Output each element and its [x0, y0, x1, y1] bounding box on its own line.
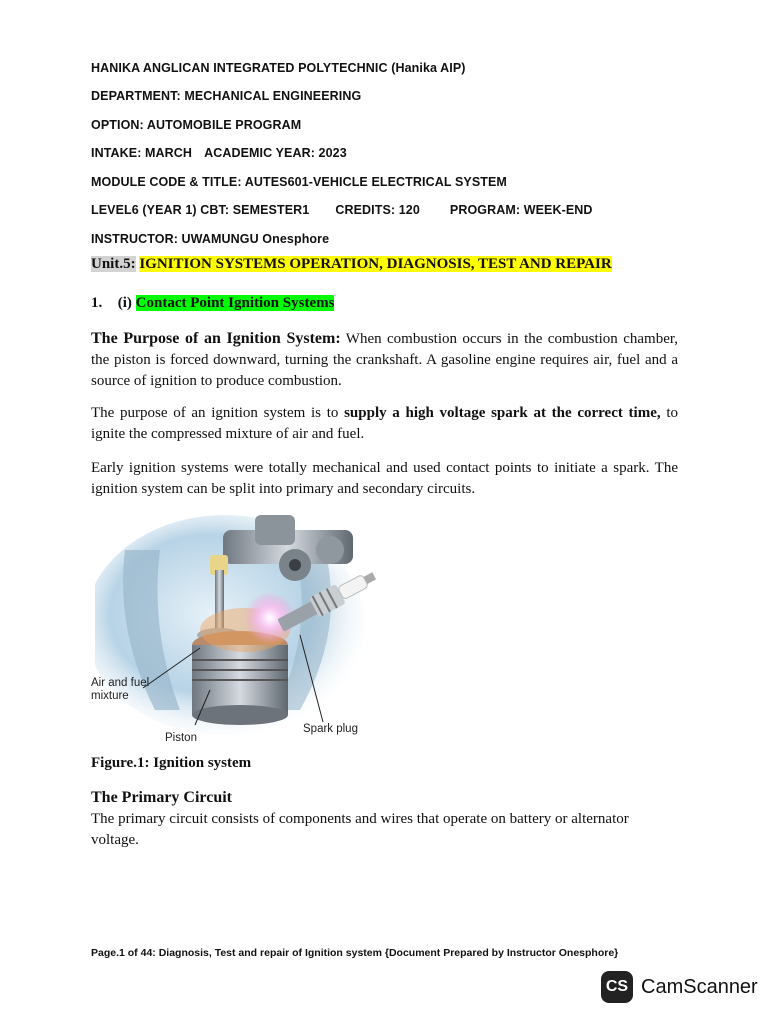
purpose-lead: The Purpose of an Ignition System: [91, 330, 341, 347]
spark-plug-label: Spark plug [303, 723, 358, 735]
intake-line [91, 146, 347, 160]
unit-heading [91, 256, 612, 273]
section-sub: (i) [117, 295, 132, 311]
ignition-system-figure [91, 510, 385, 750]
primary-circuit-paragraph: The primary circuit consists of components and wires that operate on battery or alternator voltage. [91, 811, 629, 848]
level-line [91, 203, 593, 217]
unit-label: Unit.5: [91, 256, 136, 272]
department-line: DEPARTMENT: MECHANICAL ENGINEERING [91, 89, 362, 103]
purpose-text: When combustion occurs in the combustion chamber, the piston is forced downward, turning the crankshaft. A gasoline engine requires air, fuel and a source of ignition to produce combustion. [91, 331, 678, 389]
early-systems-paragraph: Early ignition systems were totally mechanical and used contact points to initiate a spark. The ignition system can be split into primary and secondary circuits. [91, 460, 678, 497]
spark-bold: supply a high voltage spark at the correct time, [344, 405, 661, 421]
figure-caption: Figure.1: Ignition system [91, 755, 252, 771]
institution-name: HANIKA ANGLICAN INTEGRATED POLYTECHNIC (Hanika AIP) [91, 61, 466, 75]
camscanner-watermark [601, 970, 758, 1004]
section-title: Contact Point Ignition Systems [135, 295, 335, 311]
unit-title: IGNITION SYSTEMS OPERATION, DIAGNOSIS, TEST AND REPAIR [139, 256, 612, 272]
purpose-paragraph [91, 328, 678, 392]
piston-label: Piston [165, 732, 197, 744]
program-text: PROGRAM: WEEK-END [449, 203, 593, 217]
spark-pre: The purpose of an ignition system is to [91, 405, 345, 421]
camscanner-name: CamScanner [641, 975, 758, 998]
primary-circuit-heading: The Primary Circuit [91, 789, 233, 806]
spark-post: to ignite the compressed mixture of air and fuel. [91, 405, 679, 442]
ignition-illustration [95, 510, 385, 750]
air-fuel-label: Air and fuel mixture [91, 677, 150, 702]
option-line: OPTION: AUTOMOBILE PROGRAM [91, 118, 302, 132]
module-line: MODULE CODE & TITLE: AUTES601-VEHICLE ELECTRICAL SYSTEM [91, 175, 507, 189]
academic-year-text: ACADEMIC YEAR: 2023 [204, 146, 347, 160]
credits-text: CREDITS: 120 [335, 203, 420, 217]
page-footer: Page.1 of 44: Diagnosis, Test and repair of Ignition system {Document Prepared by Instructor Onesphore} [91, 947, 619, 959]
section-number: 1. [91, 295, 103, 311]
camscanner-logo: CS [601, 971, 633, 1003]
section-heading [91, 295, 334, 312]
intake-text: INTAKE: MARCH [91, 146, 193, 160]
instructor-line: INSTRUCTOR: UWAMUNGU Onesphore [91, 232, 330, 246]
level-text: LEVEL6 (YEAR 1) CBT: SEMESTER1 [91, 203, 310, 217]
spark-paragraph [91, 403, 678, 445]
